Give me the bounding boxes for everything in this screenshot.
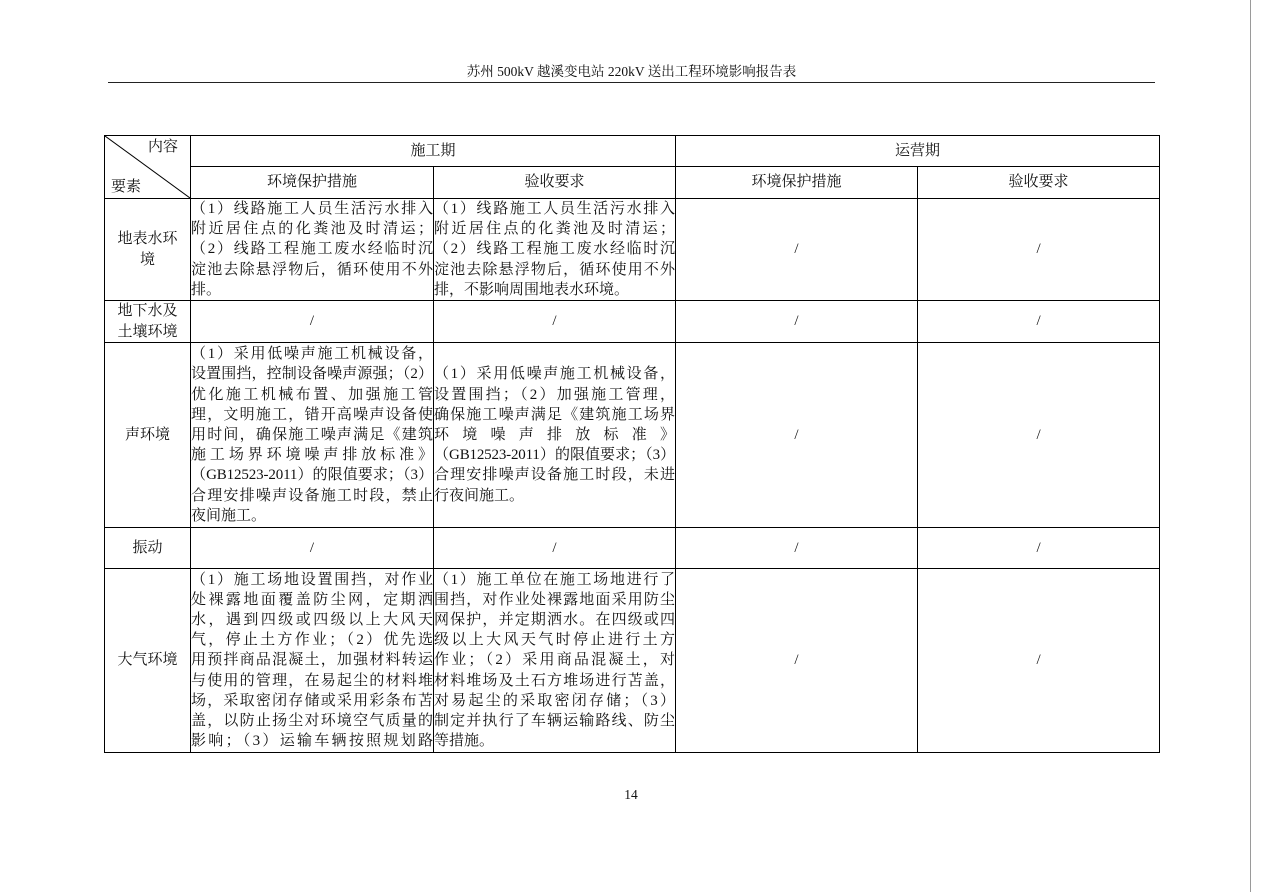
factor-cell — [105, 528, 191, 569]
factor-cell — [105, 199, 191, 301]
cell-text-line: 夜间施工。 — [191, 507, 267, 524]
column-header-operation-measures: 环境保护措施 — [676, 167, 918, 199]
cell-text-line: 水，遇到四级或四级以上大风天 — [191, 612, 433, 628]
cell-text-line: 作业；（2）采用商品混凝土，对 — [434, 652, 676, 669]
page-edge-line — [1250, 0, 1251, 892]
cell-text-line: 设置围挡，控制设备噪声源强；（2） — [191, 366, 433, 383]
corner-content-label: 内容 — [147, 139, 178, 155]
cell-text-line: 盖，以防止扬尘对环境空气质量的 — [191, 713, 433, 730]
cell-text-line: 境 — [139, 251, 155, 268]
factor-cell — [105, 569, 191, 753]
operation-measures-cell: / — [676, 301, 918, 343]
cell-text-line: （GB12523-2011）的限值要求；（3） — [434, 447, 676, 464]
cell-text-line: （1）施工场地设置围挡，对作业 — [191, 571, 433, 588]
running-header: 苏州 500kV 越溪变电站 220kV 送出工程环境影响报告表 — [108, 62, 1155, 83]
cell-text-line: 网保护，并定期洒水。在四级或四 — [434, 612, 676, 628]
operation-acceptance-cell: / — [918, 301, 1160, 343]
cell-text-line: 优化施工机械布置、加强施工管 — [191, 386, 433, 403]
cell-text-line: （1）线路施工人员生活污水排入 — [191, 201, 433, 217]
column-header-operation-acceptance: 验收要求 — [918, 167, 1160, 199]
page-number: 14 — [624, 787, 638, 802]
construction-phase-header: 施工期 — [191, 136, 676, 167]
construction-acceptance-cell — [434, 343, 676, 528]
cell-text-line: 淀池去除悬浮物后，循环使用不外 — [434, 261, 676, 278]
cell-text-line: 地表水环 — [117, 231, 178, 248]
operation-measures-cell: / — [676, 528, 918, 569]
construction-acceptance-cell — [434, 199, 676, 301]
table-header-row-columns — [105, 167, 1160, 199]
cell-text-line: 理，文明施工，错开高噪声设备使 — [191, 406, 433, 423]
cell-text-line: 与使用的管理，在易起尘的材料堆 — [191, 672, 433, 689]
cell-text-line: 等措施。 — [434, 733, 495, 750]
cell-text-line: 用时间，确保施工噪声满足《建筑 — [191, 426, 433, 443]
operation-acceptance-cell: / — [918, 569, 1160, 753]
column-header-construction-acceptance: 验收要求 — [434, 167, 676, 199]
cell-text-line: 对易起尘的采取密闭存储；（3） — [434, 692, 676, 709]
cell-text-line: 附近居住点的化粪池及时清运； — [191, 221, 433, 238]
header-corner-cell — [105, 136, 191, 199]
cell-text-line: 场，采取密闭存储或采用彩条布苫 — [191, 692, 433, 709]
factor-cell — [105, 343, 191, 528]
environmental-measures-table — [104, 135, 1160, 753]
cell-text-line: 设置围挡；（2）加强施工管理， — [434, 386, 676, 403]
cell-text-line: 影响；（3）运输车辆按照规划路 — [191, 733, 433, 750]
table-row-air — [105, 569, 1160, 753]
cell-text-line: （GB12523-2011）的限值要求；（3） — [191, 467, 433, 484]
cell-text-line: （2）线路工程施工废水经临时沉 — [434, 241, 676, 258]
construction-measures-cell — [191, 199, 434, 301]
cell-text-line: 合理安排噪声设备施工时段，禁止 — [191, 487, 433, 504]
cell-text-line: 地下水及 — [117, 303, 178, 320]
cell-text-line: （1）采用低噪声施工机械设备， — [434, 366, 676, 383]
cell-text-line: 气，停止土方作业；（2）优先选 — [191, 632, 433, 649]
cell-text-line: 排。 — [191, 281, 222, 298]
cell-text-line: 淀池去除悬浮物后，循环使用不外 — [191, 261, 433, 278]
cell-text-line: 材料堆场及土石方堆场进行苫盖， — [434, 672, 676, 689]
corner-factor-label: 要素 — [111, 178, 142, 195]
operation-measures-cell: / — [676, 569, 918, 753]
cell-text-line: 振动 — [132, 539, 163, 556]
table-header-row-phases — [105, 136, 1160, 167]
operation-measures-cell: / — [676, 343, 918, 528]
cell-text-line: 确保施工噪声满足《建筑施工场界 — [434, 406, 676, 423]
table-row-surface-water — [105, 199, 1160, 301]
construction-measures-cell: / — [191, 301, 434, 343]
operation-phase-header: 运营期 — [676, 136, 1160, 167]
table-row-noise — [105, 343, 1160, 528]
operation-acceptance-cell: / — [918, 199, 1160, 301]
construction-acceptance-cell: / — [434, 528, 676, 569]
construction-measures-cell — [191, 569, 434, 753]
cell-text-line: 级以上大风天气时停止进行土方 — [434, 632, 676, 649]
cell-text-line: 施工场界环境噪声排放标准》 — [191, 447, 433, 464]
construction-measures-cell: / — [191, 528, 434, 569]
construction-acceptance-cell: / — [434, 301, 676, 343]
table-row-groundwater-soil — [105, 301, 1160, 343]
table-row-vibration — [105, 528, 1160, 569]
cell-text-line: 排，不影响周围地表水环境。 — [434, 281, 630, 298]
construction-acceptance-cell — [434, 569, 676, 753]
factor-cell — [105, 301, 191, 343]
cell-text-line: （2）线路工程施工废水经临时沉 — [191, 241, 433, 258]
construction-measures-cell — [191, 343, 434, 528]
cell-text-line: 大气环境 — [117, 652, 178, 669]
cell-text-line: 土壤环境 — [117, 323, 178, 340]
cell-text-line: 行夜间施工。 — [434, 487, 525, 504]
operation-acceptance-cell: / — [918, 343, 1160, 528]
cell-text-line: 围挡，对作业处裸露地面采用防尘 — [434, 591, 676, 608]
cell-text-line: 环境噪声排放标准》 — [434, 426, 676, 443]
cell-text-line: 合理安排噪声设备施工时段，未进 — [434, 467, 676, 484]
cell-text-line: 用预拌商品混凝土，加强材料转运 — [191, 652, 433, 669]
cell-text-line: （1）采用低噪声施工机械设备， — [191, 346, 433, 363]
cell-text-line: （1）线路施工人员生活污水排入 — [434, 201, 676, 217]
operation-acceptance-cell: / — [918, 528, 1160, 569]
column-header-construction-measures: 环境保护措施 — [191, 167, 434, 199]
cell-text-line: 附近居住点的化粪池及时清运； — [434, 221, 676, 238]
cell-text-line: 制定并执行了车辆运输路线、防尘 — [434, 713, 676, 730]
cell-text-line: 处裸露地面覆盖防尘网，定期洒 — [191, 591, 433, 608]
operation-measures-cell: / — [676, 199, 918, 301]
cell-text-line: 声环境 — [124, 426, 170, 443]
cell-text-line: （1）施工单位在施工场地进行了 — [434, 571, 676, 588]
